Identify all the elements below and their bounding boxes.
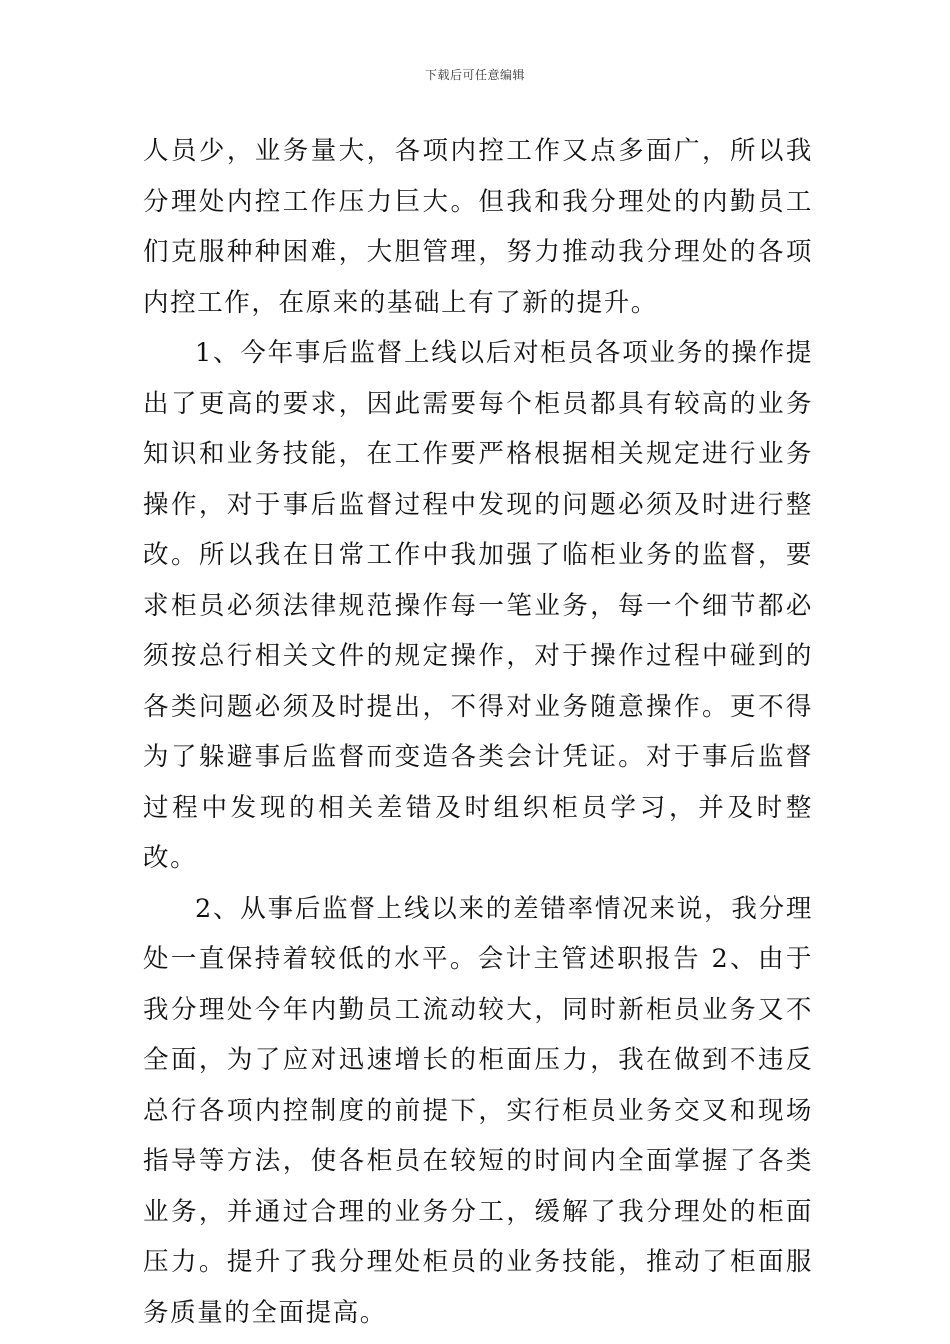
paragraph-continuation: 人员少，业务量大，各项内控工作又点多面广，所以我分理处内控工作压力巨大。但我和我分理处的内勤员工们克服种种困难，大胆管理，努力推动我分理处的各项内控工作，在原来的基础上有了新的提升。 (143, 136, 813, 318)
paragraph-item-1: 1、今年事后监督上线以后对柜员各项业务的操作提出了更高的要求，因此需要每个柜员都具有较高的业务知识和业务技能，在工作要严格根据相关规定进行业务操作，对于事后监督过程中发现的问题必须及时进行整改。所以我在日常工作中我加强了临柜业务的监督，要求柜员必须法律规范操作每一笔业务，每一个细节都必须按总行相关文件的规定操作，对于操作过程中碰到的各类问题必须及时提出，不得对业务随意操作。更不得为了躲避事后监督而变造各类会计凭证。对于事后监督过程中发现的相关差错及时组织柜员学习，并及时整改。 (143, 338, 813, 873)
document-body (143, 126, 813, 1338)
page-header: 下载后可任意编辑 (424, 68, 525, 82)
paragraph-item-2: 2、从事后监督上线以来的差错率情况来说，我分理处一直保持着较低的水平。会计主管述职报告 2、由于我分理处今年内勤员工流动较大，同时新柜员业务又不全面，为了应对迅速增长的柜面压力，我在做到不违反总行各项内控制度的前提下，实行柜员业务交叉和现场指导等方法，使各柜员在较短的时间内全面掌握了各类业务，并通过合理的业务分工，缓解了我分理处的柜面压力。提升了我分理处柜员的业务技能，推动了柜面服务质量的全面提高。 (143, 893, 813, 1328)
